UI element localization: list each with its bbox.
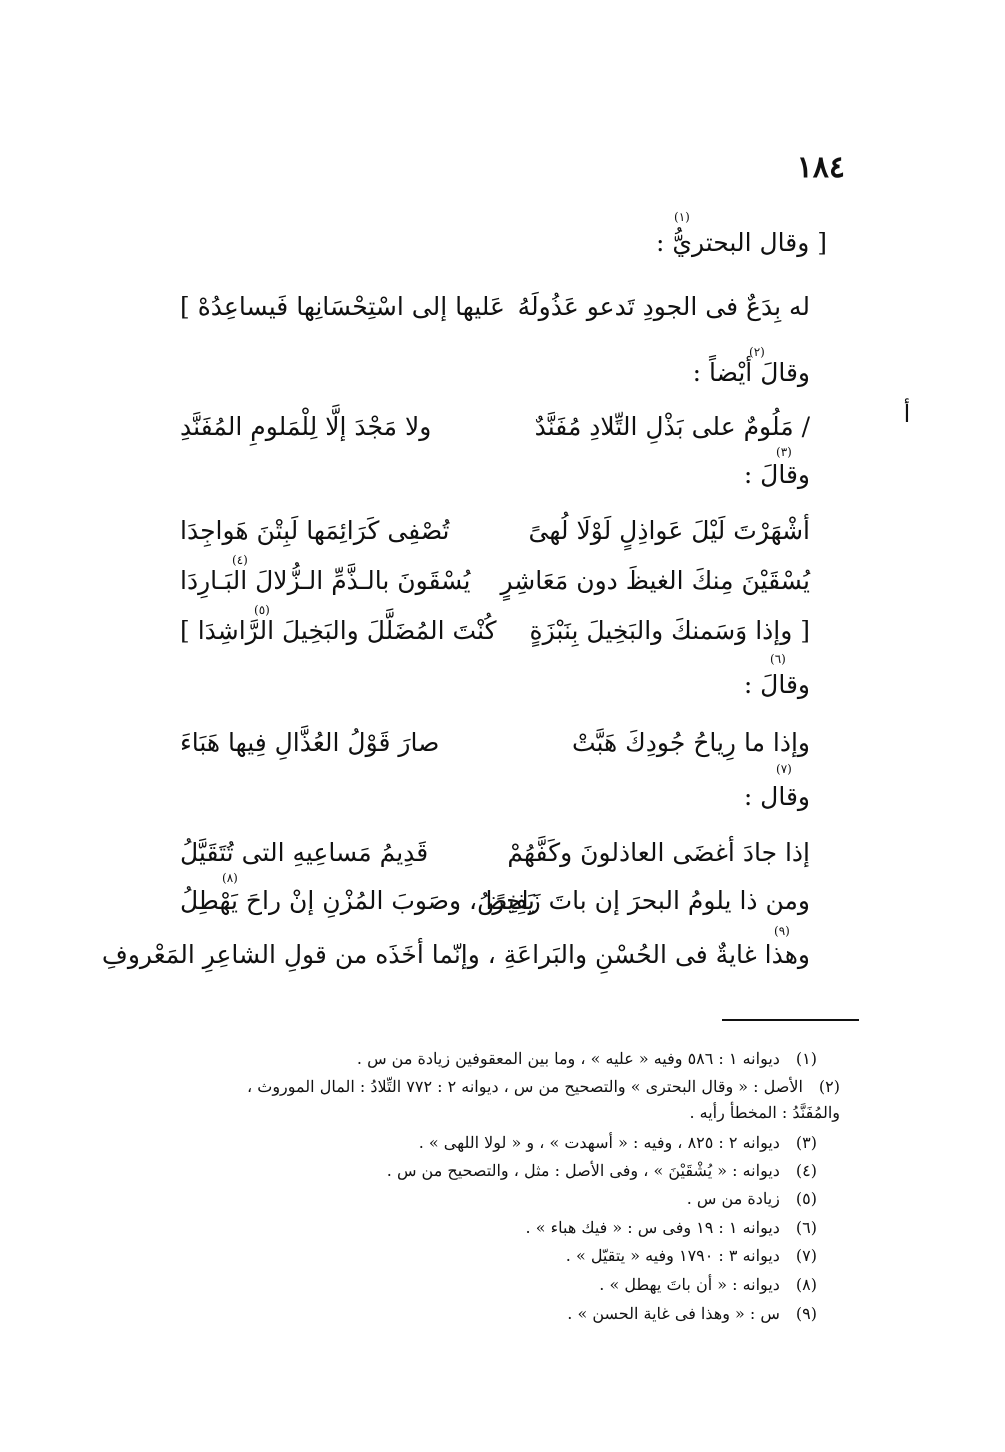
verse-2-second-hemistich: ولا مَجْدَ إلَّا لِلْمَلومِ المُفَنَّدِ	[180, 412, 432, 441]
verse-1	[180, 292, 810, 336]
verse-5a	[180, 838, 810, 882]
intro-line-3: وقالَ :	[743, 460, 810, 489]
note-ref-6: (٦)	[770, 652, 786, 666]
footnote-4	[387, 1161, 817, 1180]
footnote-divider	[722, 1019, 859, 1021]
footnote-3-number: (٣)	[795, 1133, 817, 1152]
verse-5b-first-hemistich: ومن ذا يلومُ البحرَ إن باتَ زَاخِرًا	[485, 886, 810, 915]
note-ref-5: (٥)	[254, 603, 270, 617]
footnote-7-text: ديوانه ٣ : ١٧٩٠ وفيه « يتقيّل » .	[565, 1246, 780, 1265]
margin-marker: أ	[903, 400, 911, 428]
verse-3a	[180, 516, 810, 560]
note-ref-7: (٧)	[776, 762, 792, 776]
note-ref-2: (٢)	[749, 345, 765, 359]
footnote-9-text: س : « وهذا فى غاية الحسن » .	[567, 1304, 780, 1323]
footnote-1-text: ديوانه ١ : ٥٨٦ وفيه « عليه » ، وما بين المعقوفين زيادة من س .	[356, 1049, 780, 1068]
page-number: ١٨٤	[796, 150, 845, 185]
verse-5a-second-hemistich: قَدِيمُ مَساعِيهِ التى تُتَقَيَّلُ	[180, 838, 429, 867]
verse-3b-first-hemistich: يُسْقَيْنَ مِنكَ الغيظَ دون مَعَاشِرٍ	[500, 566, 810, 595]
verse-1-first-hemistich: له بِدَعٌ فى الجودِ تَدعو عَذُولَهُ	[517, 292, 810, 321]
footnote-7-number: (٧)	[795, 1246, 817, 1265]
verse-3b-second-hemistich: يُسْقَونَ بالـذَّمِّ الـزُّلالَ البَـارِدَا	[180, 566, 471, 595]
intro-line-1: [ وقال البحتريُّ :	[656, 228, 827, 257]
footnote-4-text: ديوانه : « يُشْقَيْنَ » ، وفى الأصل : مثل ، والتصحيح من س .	[386, 1161, 780, 1180]
note-ref-9: (٩)	[774, 924, 790, 938]
footnote-3-text: ديوانه ٢ : ٨٢٥ ، وفيه : « أسهدت » ، و « لولا اللهى » .	[418, 1133, 780, 1152]
note-ref-8: (٨)	[222, 871, 238, 885]
note-ref-4: (٤)	[232, 553, 248, 567]
footnote-2-continued	[689, 1103, 840, 1122]
footnote-6-number: (٦)	[795, 1218, 817, 1237]
footnote-2-number: (٢)	[818, 1077, 840, 1096]
footnote-9	[567, 1304, 817, 1323]
verse-3c	[180, 616, 810, 660]
verse-2	[180, 412, 810, 456]
footnote-6	[526, 1218, 817, 1237]
verse-3a-second-hemistich: تُصْفِى كَرَائِمَها لَبِتْنَ هَواجِدَا	[180, 516, 450, 545]
verse-3b	[180, 566, 810, 610]
footnote-3	[419, 1133, 817, 1152]
verse-3c-second-hemistich: كُنْتَ المُضَلَّلَ والبَخِيلَ الرَّاشِدَا ]	[180, 616, 497, 645]
verse-5a-first-hemistich: إذا جادَ أغضَى العاذلونَ وكَفَّهُمْ	[507, 838, 810, 867]
verse-5b-second-hemistich: يَفِيضُ، وصَوبَ المُزْنِ إنْ راحَ يَهْطِلُ	[180, 886, 535, 915]
intro-line-2: وقالَ أيْضاً :	[692, 358, 810, 387]
footnote-8-number: (٨)	[795, 1275, 817, 1294]
verse-5b	[180, 886, 810, 930]
footnote-2-continued-text: والمُفَنَّدُ : المخطأ رأيه .	[689, 1103, 840, 1122]
closing-paragraph: وهذا غايةٌ فى الحُسْنِ والبَراعَةِ ، وإنّما أخَذَه من قولِ الشاعِرِ المَعْروفِ	[101, 940, 810, 969]
footnote-7	[566, 1246, 817, 1265]
verse-3a-first-hemistich: أشْهَرْتَ لَيْلَ عَواذِلٍ لَوْلَا لُهىً	[528, 516, 810, 545]
footnote-2	[247, 1077, 840, 1096]
footnote-1	[357, 1049, 817, 1068]
verse-4-second-hemistich: صارَ قَوْلُ العُذَّالِ فِيها هَبَاءَ	[180, 728, 440, 757]
footnote-2-text: الأصل : « وقال البحترى » والتصحيح من س ، ديوانه ٢ : ٧٧٢ التِّلادُ : المال الموروث ،	[247, 1077, 803, 1096]
verse-4	[180, 728, 810, 772]
note-ref-1: (١)	[674, 210, 690, 224]
note-ref-3: (٣)	[776, 445, 792, 459]
footnote-5-number: (٥)	[795, 1189, 817, 1208]
footnote-4-number: (٤)	[795, 1161, 817, 1180]
footnote-5-text: زيادة من س .	[686, 1189, 780, 1208]
intro-line-5: وقال :	[743, 782, 810, 811]
footnote-9-number: (٩)	[795, 1304, 817, 1323]
footnote-6-text: ديوانه ١ : ١٩ وفى س : « فيك هباء » .	[525, 1218, 780, 1237]
verse-2-first-hemistich: / مَلُومٌ على بَذْلِ التِّلادِ مُفَنَّدٌ	[534, 412, 810, 441]
verse-3c-first-hemistich: [ وإذا وَسَمنكَ والبَخِيلَ بِنَبْزَةٍ	[529, 616, 810, 645]
footnote-8-text: ديوانه : « أن باتَ يهطل » .	[599, 1275, 780, 1294]
verse-1-second-hemistich: عَليها إلى اسْتِحْسَانِها فَيساعِدُهْ ]	[180, 292, 505, 321]
footnote-8	[599, 1275, 817, 1294]
verse-4-first-hemistich: وإذا ما رِياحُ جُودِكَ هَبَّتْ	[571, 728, 810, 757]
footnote-5	[687, 1189, 817, 1208]
intro-line-4: وقالَ :	[743, 670, 810, 699]
footnote-1-number: (١)	[795, 1049, 817, 1068]
